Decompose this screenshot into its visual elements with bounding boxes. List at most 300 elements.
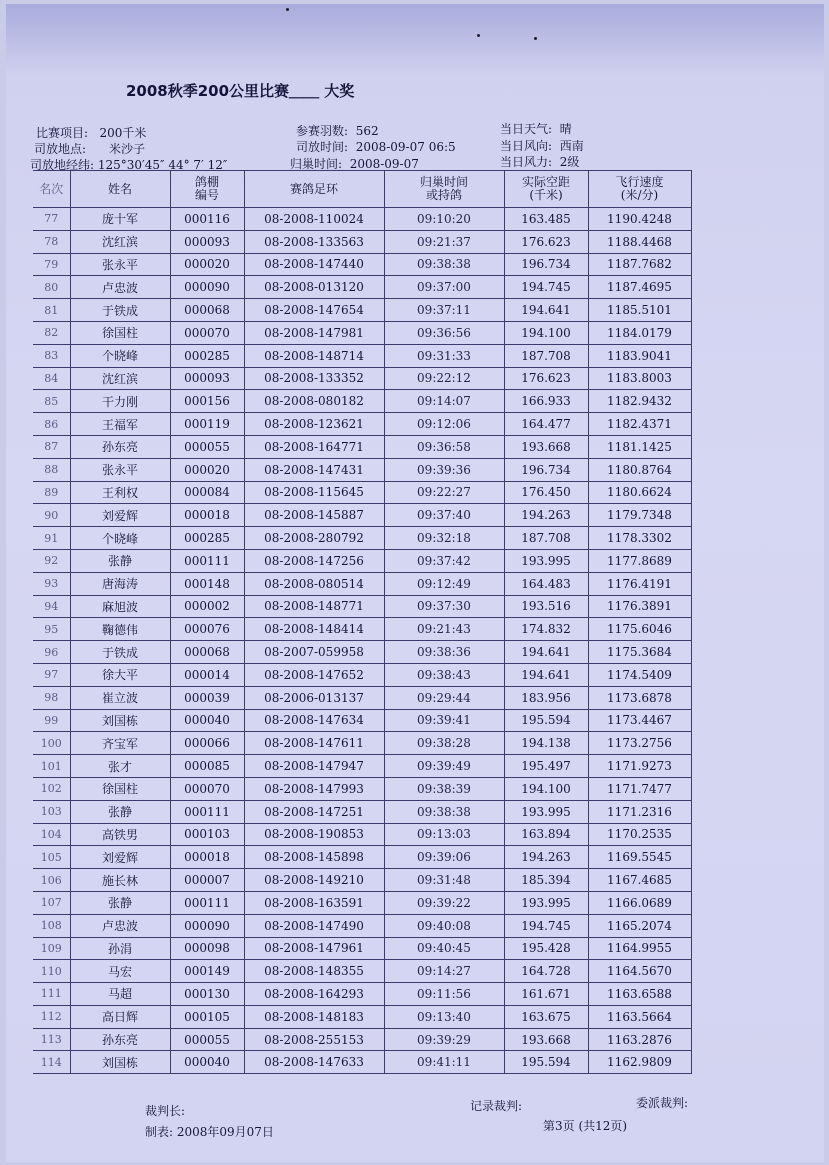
row-rank: 107 <box>33 891 70 914</box>
row-arrival-time: 09:39:22 <box>384 891 504 914</box>
row-rank: 83 <box>33 344 70 367</box>
row-speed: 1167.4685 <box>588 869 691 892</box>
row-loft: 000040 <box>170 1051 244 1074</box>
row-distance: 187.708 <box>504 344 588 367</box>
table-row <box>33 435 691 458</box>
row-ring: 08-2008-123621 <box>244 413 384 436</box>
row-speed: 1176.4191 <box>588 572 691 595</box>
row-rank: 91 <box>33 527 70 550</box>
row-name: 徐国柱 <box>70 777 170 800</box>
row-ring: 08-2008-147431 <box>244 458 384 481</box>
row-rank: 80 <box>33 276 70 299</box>
row-distance: 161.671 <box>504 983 588 1006</box>
row-distance: 193.995 <box>504 800 588 823</box>
row-loft: 000105 <box>170 1005 244 1028</box>
row-rank: 113 <box>33 1028 70 1051</box>
row-arrival-time: 09:32:18 <box>384 527 504 550</box>
row-name: 张静 <box>70 891 170 914</box>
row-speed: 1171.2316 <box>588 800 691 823</box>
row-rank: 90 <box>33 504 70 527</box>
row-speed: 1170.2535 <box>588 823 691 846</box>
row-name: 张静 <box>70 549 170 572</box>
row-loft: 000285 <box>170 527 244 550</box>
row-speed: 1173.2756 <box>588 732 691 755</box>
row-ring: 08-2006-013137 <box>244 686 384 709</box>
row-loft: 000103 <box>170 823 244 846</box>
meta-return-time: 归巢时间: 2008-09-07 <box>290 157 419 171</box>
row-name: 孙东亮 <box>70 1028 170 1051</box>
row-distance: 195.594 <box>504 1051 588 1074</box>
row-distance: 194.263 <box>504 504 588 527</box>
record-judge-label: 记录裁判: <box>470 1099 523 1113</box>
document-title: 2008秋季200公里比赛＿＿ 大奖 <box>126 82 355 100</box>
row-ring: 08-2008-080182 <box>244 390 384 413</box>
row-speed: 1163.2876 <box>588 1028 691 1051</box>
row-rank: 100 <box>33 732 70 755</box>
table-row <box>33 686 691 709</box>
row-ring: 08-2008-133352 <box>244 367 384 390</box>
row-rank: 111 <box>33 983 70 1006</box>
row-ring: 08-2008-147981 <box>244 321 384 344</box>
table-row <box>33 641 691 664</box>
row-speed: 1174.5409 <box>588 663 691 686</box>
row-speed: 1180.8764 <box>588 458 691 481</box>
row-loft: 000130 <box>170 983 244 1006</box>
row-rank: 112 <box>33 1005 70 1028</box>
row-rank: 77 <box>33 208 70 231</box>
row-speed: 1169.5545 <box>588 846 691 869</box>
row-name: 孙涓 <box>70 937 170 960</box>
table-row <box>33 1051 691 1074</box>
row-speed: 1164.5670 <box>588 960 691 983</box>
table-row <box>33 777 691 800</box>
row-loft: 000014 <box>170 663 244 686</box>
row-ring: 08-2008-147947 <box>244 755 384 778</box>
row-rank: 85 <box>33 390 70 413</box>
row-ring: 08-2008-147634 <box>244 709 384 732</box>
row-distance: 193.668 <box>504 435 588 458</box>
row-name: 刘爱辉 <box>70 504 170 527</box>
row-rank: 98 <box>33 686 70 709</box>
row-name: 孙东亮 <box>70 435 170 458</box>
table-row <box>33 413 691 436</box>
table-row <box>33 709 691 732</box>
row-loft: 000068 <box>170 299 244 322</box>
table-row <box>33 846 691 869</box>
meta-weather: 当日天气: 晴 <box>500 122 572 136</box>
row-loft: 000285 <box>170 344 244 367</box>
row-ring: 08-2008-147440 <box>244 253 384 276</box>
row-ring: 08-2008-145898 <box>244 846 384 869</box>
table-row <box>33 1028 691 1051</box>
meta-wind-direction: 当日风向: 西南 <box>500 139 584 153</box>
table-row <box>33 253 691 276</box>
row-arrival-time: 09:39:49 <box>384 755 504 778</box>
row-loft: 000007 <box>170 869 244 892</box>
row-distance: 193.668 <box>504 1028 588 1051</box>
row-speed: 1181.1425 <box>588 435 691 458</box>
row-speed: 1182.9432 <box>588 390 691 413</box>
row-name: 唐海涛 <box>70 572 170 595</box>
table-row <box>33 937 691 960</box>
table-row <box>33 344 691 367</box>
row-distance: 164.477 <box>504 413 588 436</box>
row-name: 个晓峰 <box>70 527 170 550</box>
row-speed: 1173.4467 <box>588 709 691 732</box>
table-row <box>33 299 691 322</box>
row-rank: 102 <box>33 777 70 800</box>
row-rank: 110 <box>33 960 70 983</box>
row-arrival-time: 09:37:40 <box>384 504 504 527</box>
table-row <box>33 983 691 1006</box>
row-arrival-time: 09:39:36 <box>384 458 504 481</box>
row-rank: 108 <box>33 914 70 937</box>
row-loft: 000085 <box>170 755 244 778</box>
row-speed: 1188.4468 <box>588 230 691 253</box>
row-arrival-time: 09:37:00 <box>384 276 504 299</box>
row-loft: 000055 <box>170 435 244 458</box>
row-ring: 08-2008-255153 <box>244 1028 384 1051</box>
row-speed: 1165.2074 <box>588 914 691 937</box>
row-distance: 176.623 <box>504 230 588 253</box>
row-distance: 185.394 <box>504 869 588 892</box>
row-ring: 08-2008-147652 <box>244 663 384 686</box>
row-rank: 95 <box>33 618 70 641</box>
row-name: 王利权 <box>70 481 170 504</box>
row-ring: 08-2008-115645 <box>244 481 384 504</box>
row-speed: 1166.0689 <box>588 891 691 914</box>
row-loft: 000090 <box>170 276 244 299</box>
row-distance: 195.497 <box>504 755 588 778</box>
row-ring: 08-2008-147490 <box>244 914 384 937</box>
results-table <box>33 170 692 1074</box>
page-indicator: 第3页 (共12页) <box>543 1119 628 1133</box>
table-row <box>33 481 691 504</box>
row-loft: 000076 <box>170 618 244 641</box>
row-name: 马宏 <box>70 960 170 983</box>
row-name: 刘爱辉 <box>70 846 170 869</box>
row-loft: 000068 <box>170 641 244 664</box>
assigned-judge-label: 委派裁判: <box>636 1096 689 1110</box>
row-rank: 79 <box>33 253 70 276</box>
row-rank: 105 <box>33 846 70 869</box>
row-arrival-time: 09:21:37 <box>384 230 504 253</box>
row-rank: 89 <box>33 481 70 504</box>
meta-entries: 参赛羽数: 562 <box>296 124 379 138</box>
row-arrival-time: 09:29:44 <box>384 686 504 709</box>
row-name: 沈红滨 <box>70 230 170 253</box>
row-arrival-time: 09:12:06 <box>384 413 504 436</box>
row-distance: 176.450 <box>504 481 588 504</box>
row-ring: 08-2008-164293 <box>244 983 384 1006</box>
row-name: 卢忠波 <box>70 276 170 299</box>
row-rank: 94 <box>33 595 70 618</box>
row-arrival-time: 09:37:30 <box>384 595 504 618</box>
row-arrival-time: 09:37:42 <box>384 549 504 572</box>
row-distance: 194.745 <box>504 914 588 937</box>
row-ring: 08-2008-148771 <box>244 595 384 618</box>
row-speed: 1183.9041 <box>588 344 691 367</box>
table-row <box>33 663 691 686</box>
meta-release-place: 司放地点: 米沙子 <box>34 142 145 156</box>
row-name: 张静 <box>70 800 170 823</box>
row-arrival-time: 09:13:03 <box>384 823 504 846</box>
row-loft: 000020 <box>170 253 244 276</box>
row-arrival-time: 09:12:49 <box>384 572 504 595</box>
row-arrival-time: 09:39:06 <box>384 846 504 869</box>
table-row <box>33 527 691 550</box>
row-name: 高日辉 <box>70 1005 170 1028</box>
row-arrival-time: 09:14:27 <box>384 960 504 983</box>
row-name: 刘国栋 <box>70 1051 170 1074</box>
row-ring: 08-2008-147633 <box>244 1051 384 1074</box>
row-distance: 194.641 <box>504 299 588 322</box>
row-ring: 08-2008-147654 <box>244 299 384 322</box>
row-ring: 08-2008-149210 <box>244 869 384 892</box>
row-loft: 000020 <box>170 458 244 481</box>
row-distance: 163.485 <box>504 208 588 231</box>
row-speed: 1175.3684 <box>588 641 691 664</box>
row-speed: 1163.5664 <box>588 1005 691 1028</box>
row-speed: 1179.7348 <box>588 504 691 527</box>
row-loft: 000148 <box>170 572 244 595</box>
row-ring: 08-2008-147961 <box>244 937 384 960</box>
row-arrival-time: 09:21:43 <box>384 618 504 641</box>
row-arrival-time: 09:11:56 <box>384 983 504 1006</box>
row-name: 马超 <box>70 983 170 1006</box>
table-row <box>33 755 691 778</box>
row-rank: 81 <box>33 299 70 322</box>
row-rank: 114 <box>33 1051 70 1074</box>
row-name: 张永平 <box>70 253 170 276</box>
row-arrival-time: 09:31:33 <box>384 344 504 367</box>
row-rank: 92 <box>33 549 70 572</box>
row-rank: 99 <box>33 709 70 732</box>
row-name: 施长林 <box>70 869 170 892</box>
meta-wind-force: 当日风力: 2级 <box>500 155 580 169</box>
row-arrival-time: 09:39:29 <box>384 1028 504 1051</box>
row-name: 于铁成 <box>70 641 170 664</box>
row-name: 徐国柱 <box>70 321 170 344</box>
row-speed: 1177.8689 <box>588 549 691 572</box>
row-distance: 174.832 <box>504 618 588 641</box>
row-loft: 000018 <box>170 504 244 527</box>
row-speed: 1178.3302 <box>588 527 691 550</box>
row-loft: 000119 <box>170 413 244 436</box>
col-loft: 鸽棚 编号 <box>170 171 244 208</box>
row-ring: 08-2008-163591 <box>244 891 384 914</box>
table-row <box>33 504 691 527</box>
row-distance: 194.100 <box>504 321 588 344</box>
row-rank: 93 <box>33 572 70 595</box>
row-distance: 194.263 <box>504 846 588 869</box>
row-arrival-time: 09:22:12 <box>384 367 504 390</box>
row-rank: 78 <box>33 230 70 253</box>
row-speed: 1185.5101 <box>588 299 691 322</box>
table-row <box>33 960 691 983</box>
row-loft: 000084 <box>170 481 244 504</box>
row-distance: 194.138 <box>504 732 588 755</box>
row-ring: 08-2008-147993 <box>244 777 384 800</box>
row-loft: 000002 <box>170 595 244 618</box>
row-ring: 08-2008-148414 <box>244 618 384 641</box>
table-row <box>33 367 691 390</box>
paper-fold-shadow <box>6 4 824 74</box>
row-distance: 195.594 <box>504 709 588 732</box>
row-rank: 109 <box>33 937 70 960</box>
row-name: 齐宝军 <box>70 732 170 755</box>
col-ring: 赛鸽足环 <box>244 171 384 208</box>
speck <box>534 37 537 40</box>
table-row <box>33 869 691 892</box>
row-distance: 163.675 <box>504 1005 588 1028</box>
row-loft: 000093 <box>170 230 244 253</box>
row-ring: 08-2008-145887 <box>244 504 384 527</box>
row-loft: 000149 <box>170 960 244 983</box>
row-distance: 163.894 <box>504 823 588 846</box>
row-arrival-time: 09:36:56 <box>384 321 504 344</box>
row-ring: 08-2007-059958 <box>244 641 384 664</box>
row-distance: 187.708 <box>504 527 588 550</box>
row-distance: 193.516 <box>504 595 588 618</box>
table-row <box>33 914 691 937</box>
row-arrival-time: 09:38:36 <box>384 641 504 664</box>
row-ring: 08-2008-164771 <box>244 435 384 458</box>
row-distance: 194.100 <box>504 777 588 800</box>
meta-release-time: 司放时间: 2008-09-07 06:5 <box>296 140 456 154</box>
table-row <box>33 230 691 253</box>
row-speed: 1173.6878 <box>588 686 691 709</box>
row-arrival-time: 09:39:41 <box>384 709 504 732</box>
row-name: 庞十军 <box>70 208 170 231</box>
row-rank: 96 <box>33 641 70 664</box>
row-ring: 08-2008-190853 <box>244 823 384 846</box>
col-rank: 名次 <box>33 171 70 208</box>
row-loft: 000066 <box>170 732 244 755</box>
col-distance: 实际空距 (千米) <box>504 171 588 208</box>
row-speed: 1175.6046 <box>588 618 691 641</box>
row-loft: 000040 <box>170 709 244 732</box>
row-rank: 97 <box>33 663 70 686</box>
speck <box>477 34 480 37</box>
row-speed: 1183.8003 <box>588 367 691 390</box>
col-arrival: 归巢时间 或持鸽 <box>384 171 504 208</box>
table-header-row <box>33 171 691 208</box>
row-rank: 88 <box>33 458 70 481</box>
col-name: 姓名 <box>70 171 170 208</box>
row-loft: 000111 <box>170 891 244 914</box>
row-arrival-time: 09:38:38 <box>384 253 504 276</box>
row-loft: 000098 <box>170 937 244 960</box>
row-name: 卢忠波 <box>70 914 170 937</box>
row-rank: 82 <box>33 321 70 344</box>
row-loft: 000111 <box>170 549 244 572</box>
row-distance: 194.745 <box>504 276 588 299</box>
row-speed: 1187.4695 <box>588 276 691 299</box>
row-name: 张才 <box>70 755 170 778</box>
row-arrival-time: 09:14:07 <box>384 390 504 413</box>
table-row <box>33 549 691 572</box>
row-loft: 000156 <box>170 390 244 413</box>
meta-coordinates: 司放地经纬: 125°30′45″ 44° 7′ 12″ <box>30 158 228 172</box>
row-ring: 08-2008-148355 <box>244 960 384 983</box>
table-row <box>33 390 691 413</box>
row-ring: 08-2008-148714 <box>244 344 384 367</box>
row-rank: 84 <box>33 367 70 390</box>
meta-event: 比赛项目: 200千米 <box>36 126 147 140</box>
speck <box>286 8 289 11</box>
table-row <box>33 276 691 299</box>
row-rank: 104 <box>33 823 70 846</box>
row-speed: 1162.9809 <box>588 1051 691 1074</box>
row-ring: 08-2008-147611 <box>244 732 384 755</box>
row-loft: 000018 <box>170 846 244 869</box>
row-arrival-time: 09:37:11 <box>384 299 504 322</box>
row-distance: 166.933 <box>504 390 588 413</box>
row-rank: 103 <box>33 800 70 823</box>
row-loft: 000111 <box>170 800 244 823</box>
table-row <box>33 732 691 755</box>
row-loft: 000039 <box>170 686 244 709</box>
row-rank: 101 <box>33 755 70 778</box>
row-arrival-time: 09:38:38 <box>384 800 504 823</box>
row-speed: 1163.6588 <box>588 983 691 1006</box>
row-loft: 000090 <box>170 914 244 937</box>
table-row <box>33 1005 691 1028</box>
row-speed: 1171.7477 <box>588 777 691 800</box>
row-distance: 196.734 <box>504 253 588 276</box>
row-name: 于铁成 <box>70 299 170 322</box>
table-row <box>33 321 691 344</box>
row-speed: 1176.3891 <box>588 595 691 618</box>
row-name: 个晓峰 <box>70 344 170 367</box>
row-arrival-time: 09:40:08 <box>384 914 504 937</box>
row-name: 徐大平 <box>70 663 170 686</box>
row-ring: 08-2008-147251 <box>244 800 384 823</box>
row-loft: 000070 <box>170 777 244 800</box>
table-row <box>33 458 691 481</box>
row-speed: 1171.9273 <box>588 755 691 778</box>
row-arrival-time: 09:41:11 <box>384 1051 504 1074</box>
row-speed: 1182.4371 <box>588 413 691 436</box>
row-speed: 1164.9955 <box>588 937 691 960</box>
row-loft: 000093 <box>170 367 244 390</box>
row-distance: 194.641 <box>504 663 588 686</box>
row-name: 鞠德伟 <box>70 618 170 641</box>
table-row <box>33 618 691 641</box>
row-speed: 1180.6624 <box>588 481 691 504</box>
row-speed: 1190.4248 <box>588 208 691 231</box>
row-distance: 164.483 <box>504 572 588 595</box>
row-arrival-time: 09:10:20 <box>384 208 504 231</box>
row-speed: 1187.7682 <box>588 253 691 276</box>
row-arrival-time: 09:13:40 <box>384 1005 504 1028</box>
row-name: 沈红滨 <box>70 367 170 390</box>
table-row <box>33 595 691 618</box>
row-rank: 106 <box>33 869 70 892</box>
chief-judge-label: 裁判长: <box>145 1104 186 1118</box>
row-ring: 08-2008-280792 <box>244 527 384 550</box>
row-distance: 194.641 <box>504 641 588 664</box>
row-speed: 1184.0179 <box>588 321 691 344</box>
row-rank: 87 <box>33 435 70 458</box>
table-row <box>33 823 691 846</box>
row-name: 高铁男 <box>70 823 170 846</box>
row-ring: 08-2008-133563 <box>244 230 384 253</box>
row-distance: 193.995 <box>504 549 588 572</box>
row-name: 王福军 <box>70 413 170 436</box>
row-arrival-time: 09:31:48 <box>384 869 504 892</box>
